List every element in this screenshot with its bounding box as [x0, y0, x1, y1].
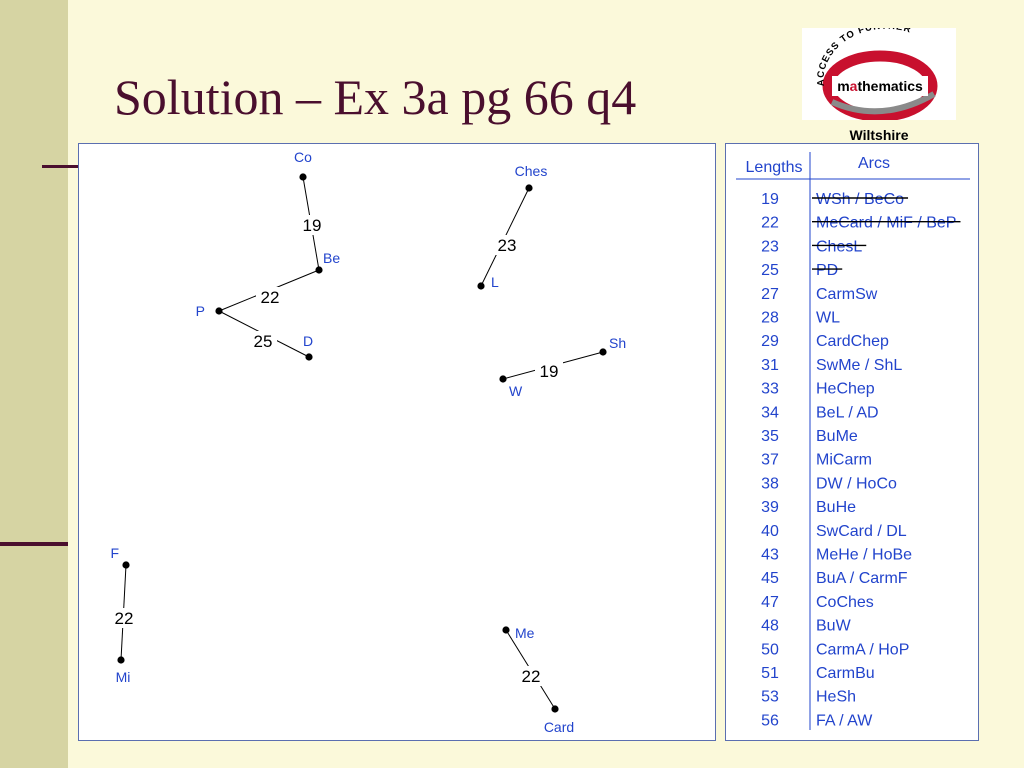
length-value: 50 [761, 641, 779, 659]
length-value: 37 [761, 451, 779, 469]
arcs-value: CardChep [816, 333, 889, 351]
node-w [499, 375, 506, 382]
node-ches [525, 184, 532, 191]
node-label-co: Co [294, 149, 312, 165]
length-value: 53 [761, 688, 779, 706]
length-value: 39 [761, 499, 779, 517]
arcs-value: WSh / BeCo [816, 191, 905, 208]
length-value: 29 [761, 333, 779, 351]
length-value: 56 [761, 712, 779, 730]
logo-caption: Wiltshire [849, 127, 909, 143]
node-co [299, 173, 306, 180]
arcs-value: ChesL [816, 238, 863, 256]
arcs-value: HeSh [816, 688, 857, 706]
arc-lengths-table [726, 144, 980, 742]
lengths-column-header: Lengths [745, 159, 803, 176]
arcs-value: PD [816, 262, 839, 280]
arcs-value: BuMe [816, 428, 858, 445]
node-label-sh: Sh [609, 335, 627, 351]
arcs-value: MiCarm [816, 451, 872, 469]
node-label-d: D [303, 333, 314, 349]
logo-graphic [802, 28, 956, 120]
edge-weight-label: 19 [302, 216, 322, 235]
node-mi [117, 656, 124, 663]
node-label-card: Card [543, 719, 575, 735]
arcs-value: MeCard / MiF / BeP [816, 214, 957, 232]
arcs-value: FA / AW [816, 712, 873, 730]
title-accent-rule [42, 165, 82, 168]
arcs-value: CarmBu [816, 665, 875, 682]
access-to-further-mathematics-logo [802, 28, 956, 120]
edge-weight-label: 22 [114, 609, 134, 628]
arcs-value: BeL / AD [816, 404, 879, 422]
arcs-value: BuW [816, 617, 851, 635]
logo-arc-text: ACCESS TO FU R [815, 28, 913, 87]
slide-sidebar-bar [0, 0, 68, 768]
node-be [315, 266, 322, 273]
length-value: 33 [761, 380, 779, 398]
node-label-ches: Ches [514, 163, 548, 179]
node-card [551, 705, 558, 712]
node-l [477, 282, 484, 289]
node-label-be: Be [323, 250, 341, 266]
length-value: 43 [761, 546, 779, 564]
node-label-f: F [110, 545, 119, 561]
node-label-mi: Mi [115, 669, 131, 685]
length-value: 48 [761, 617, 779, 635]
sidebar-accent-rule [0, 542, 68, 546]
edge-weight-label: 22 [521, 667, 541, 686]
arc-lengths-table-panel [725, 143, 979, 741]
arcs-value: BuA / CarmF [816, 570, 908, 588]
length-value: 34 [761, 404, 779, 422]
arcs-value: HeChep [816, 380, 875, 398]
node-sh [599, 348, 606, 355]
length-value: 27 [761, 285, 779, 303]
length-value: 45 [761, 570, 779, 588]
length-value: 51 [761, 665, 779, 682]
node-f [122, 561, 129, 568]
node-label-w: W [509, 383, 523, 399]
arcs-value: DW / HoCo [816, 475, 897, 493]
length-value: 35 [761, 428, 779, 445]
node-p [215, 307, 222, 314]
length-value: 40 [761, 522, 779, 540]
length-value: 47 [761, 593, 779, 611]
arcs-value: CoChes [816, 593, 874, 611]
edge-weight-label: 22 [260, 288, 280, 307]
minimum-spanning-graph [79, 144, 717, 742]
node-label-l: L [491, 274, 499, 290]
arcs-value: SwMe / ShL [816, 356, 903, 374]
node-label-me: Me [515, 625, 535, 641]
arcs-value: MeHe / HoBe [816, 546, 913, 564]
edge-weight-label: 25 [253, 332, 273, 351]
length-value: 31 [761, 356, 779, 374]
logo-wordmark: mathematics [837, 78, 923, 94]
length-value: 19 [761, 191, 779, 208]
arcs-value: CarmSw [816, 285, 878, 303]
node-d [305, 353, 312, 360]
length-value: 23 [761, 238, 779, 256]
length-value: 25 [761, 262, 779, 280]
length-value: 28 [761, 309, 779, 327]
edge-weight-label: 23 [497, 236, 517, 255]
node-label-p: P [195, 303, 205, 319]
arcs-value: SwCard / DL [816, 522, 907, 540]
slide-title: Solution – Ex 3a pg 66 q4 [114, 69, 637, 125]
arcs-column-header: Arcs [858, 155, 890, 172]
arcs-value: BuHe [816, 499, 857, 517]
node-me [502, 626, 509, 633]
arcs-value: WL [816, 309, 840, 327]
length-value: 22 [761, 214, 779, 232]
edge-weight-label: 19 [539, 362, 559, 381]
length-value: 38 [761, 475, 779, 493]
graph-panel [78, 143, 716, 741]
arcs-value: CarmA / HoP [816, 641, 910, 659]
